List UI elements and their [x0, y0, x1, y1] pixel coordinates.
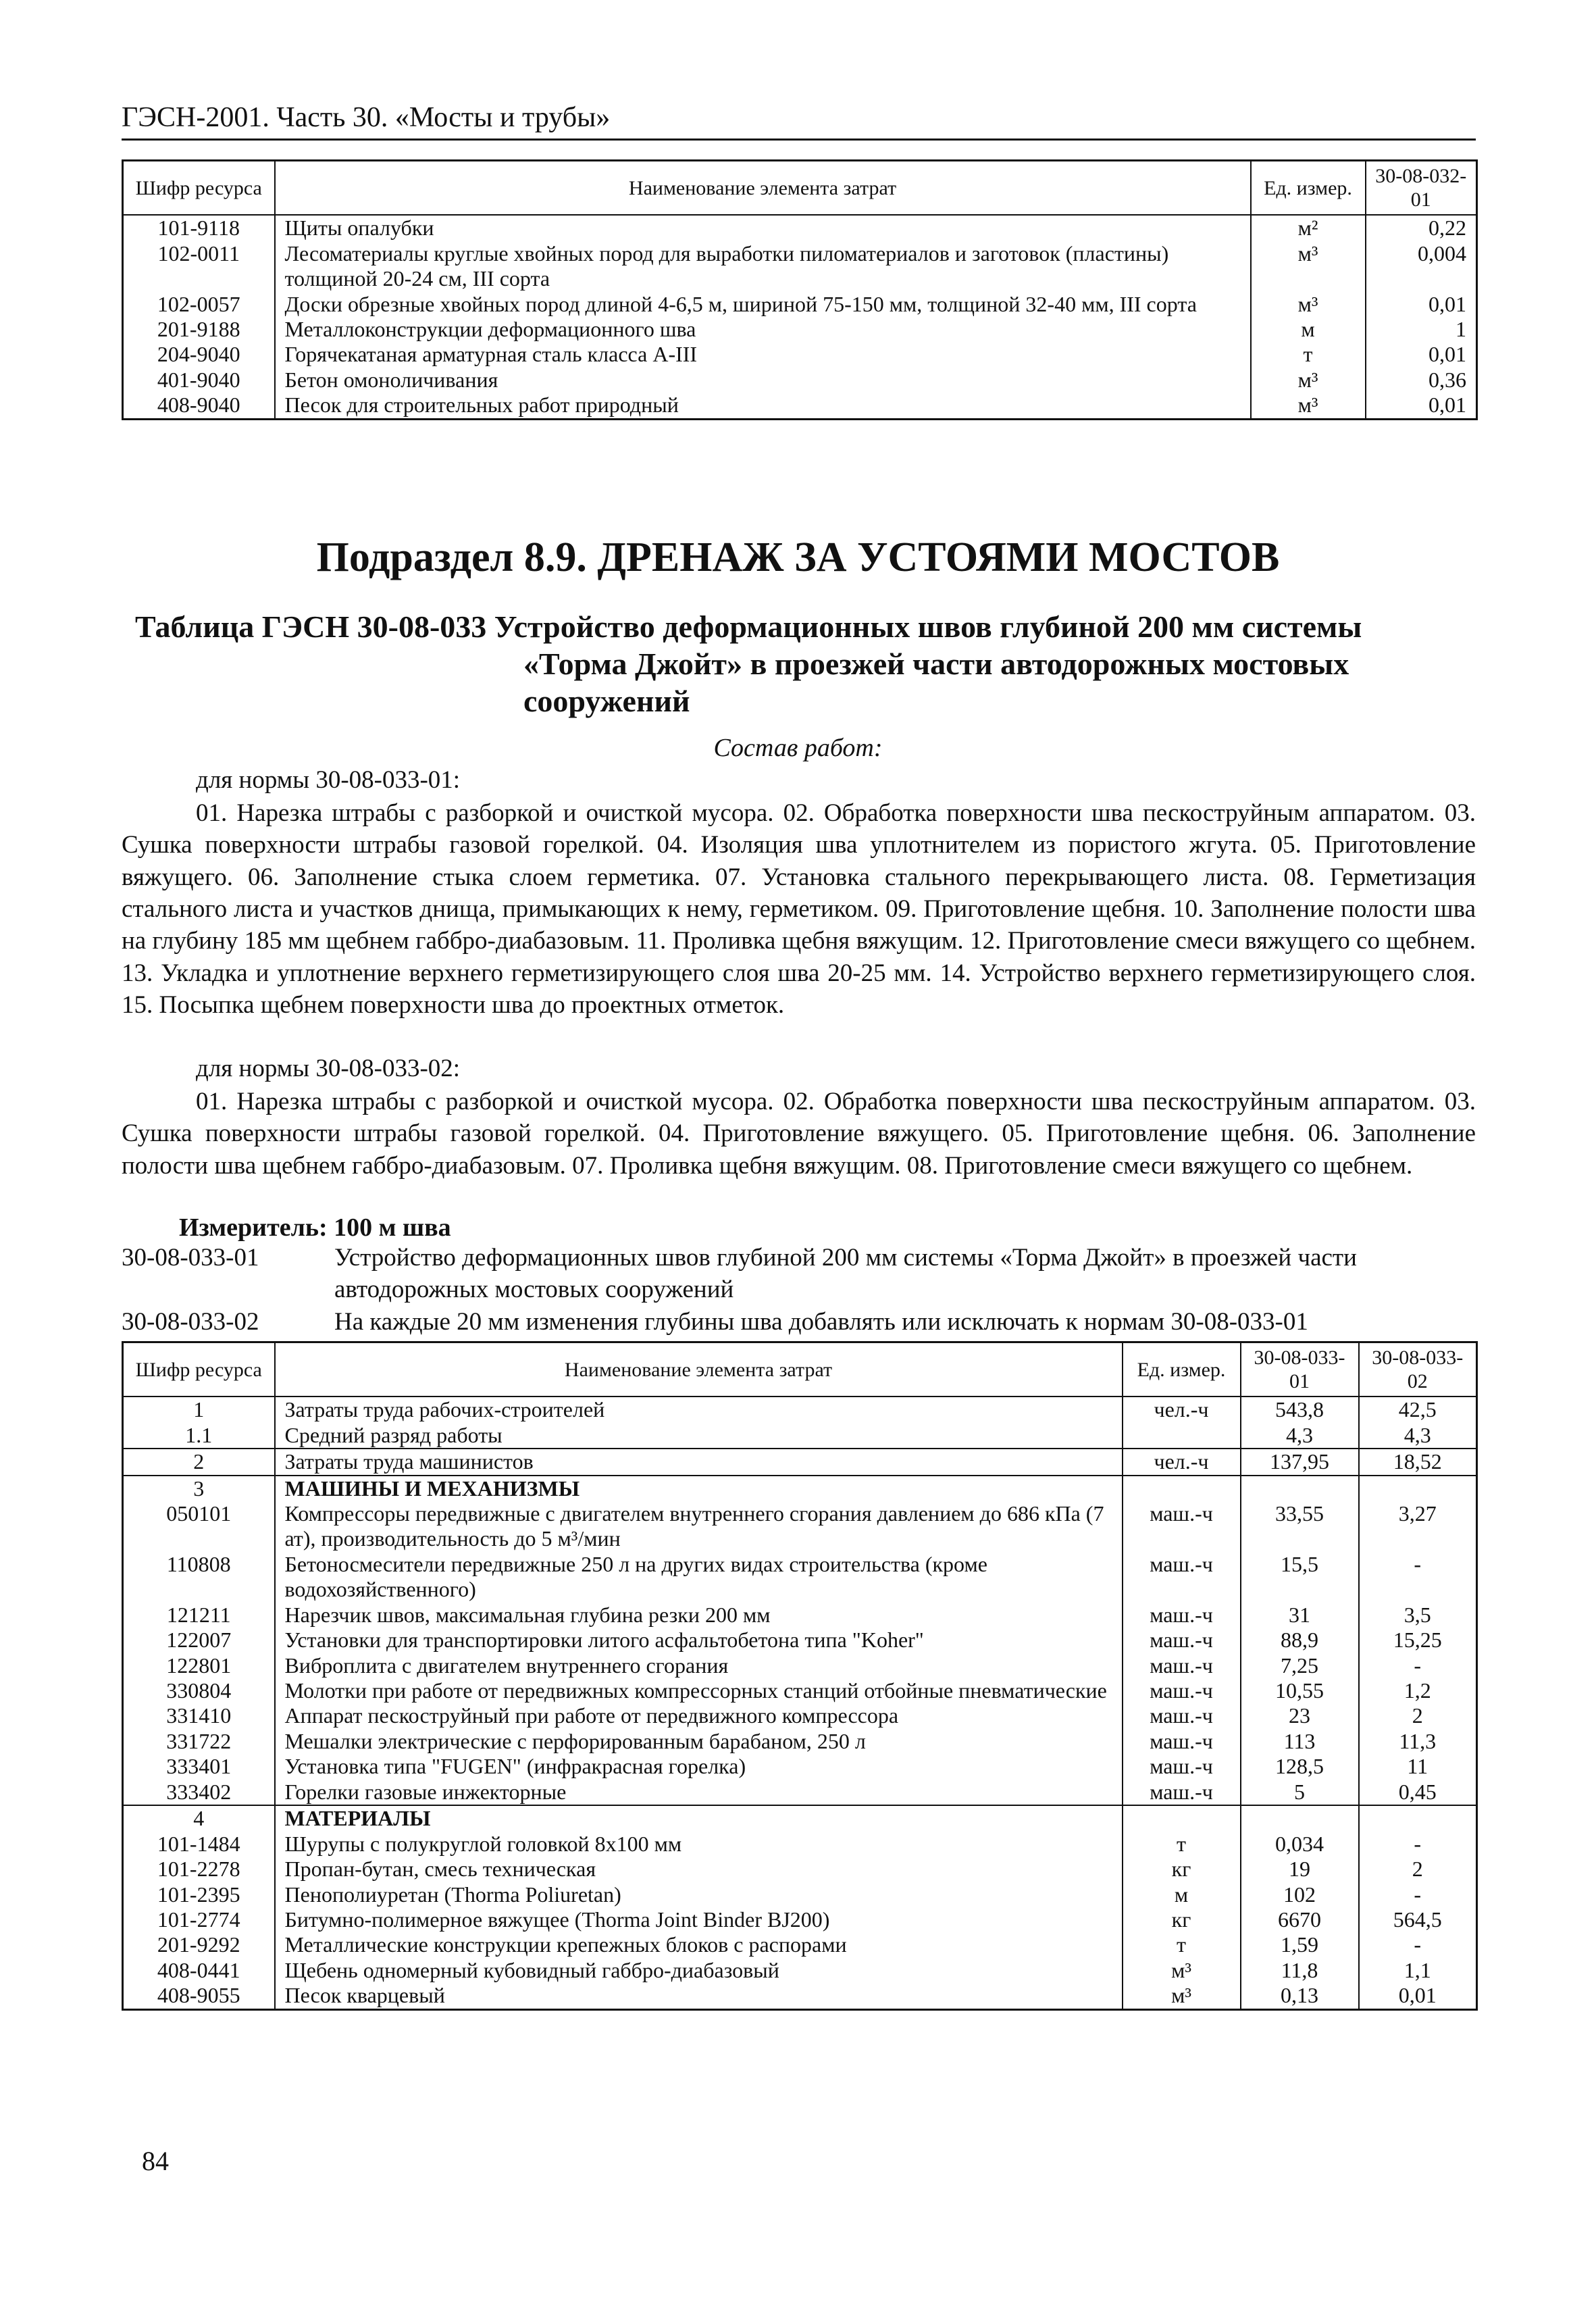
table-row	[123, 1805, 1477, 1831]
cell-v2: 11	[1359, 1754, 1477, 1779]
cell-code: 2	[123, 1449, 275, 1475]
cell-code: 204-9040	[123, 342, 275, 367]
cell-unit: м³	[1251, 241, 1366, 292]
cell-v2: 564,5	[1359, 1907, 1477, 1932]
cell-v1: 0,01	[1366, 292, 1477, 317]
table-header-row	[123, 1342, 1477, 1397]
table-row	[123, 1780, 1477, 1805]
cell-code: 122007	[123, 1628, 275, 1653]
cell-unit: маш.-ч	[1123, 1628, 1241, 1653]
norm-code: 30-08-033-02	[122, 1308, 259, 1336]
table-row	[123, 1857, 1477, 1882]
cell-code: 333402	[123, 1780, 275, 1805]
cell-name: Металлические конструкции крепежных блоков с распорами	[275, 1932, 1123, 1957]
cell-code: 110808	[123, 1552, 275, 1603]
cell-unit: м³	[1123, 1958, 1241, 1983]
table-row	[123, 1907, 1477, 1932]
cell-v1: 1	[1366, 317, 1477, 342]
cell-unit: маш.-ч	[1123, 1678, 1241, 1703]
cell-name: Затраты труда рабочих-строителей	[275, 1397, 1123, 1422]
cell-v1: 31	[1241, 1603, 1359, 1628]
cell-unit: т	[1123, 1832, 1241, 1857]
norm-text-1: 01. Нарезка штрабы с разборкой и очисткой мусора. 02. Обработка поверхности шва пескоструйным аппаратом. 03. Сушка поверхности штрабы газовой горелкой. 04. Изоляция шва уплотнителем из пористого жгута. 05. Приготовление вяжущего. 06. Заполнение стыка слоем герметика. 07. Установка стального перекрывающего листа. 08. Герметизация стального листа и участков днища, примыкающих к нему, герметиком. 09. Приготовление щебня. 10. Заполнение полости шва на глубину 185 мм щебнем габбро-диабазовым. 11. Проливка щебня вяжущим. 12. Приготовление смеси вяжущего со щебнем. 13. Укладка и уплотнение верхнего герметизирующего слоя шва 20-25 мм. 14. Устройство верхнего герметизирующего слоя. 15. Посыпка щебнем поверхности шва до проектных отметок.	[122, 799, 1476, 1020]
cell-unit	[1123, 1423, 1241, 1449]
cell-code: 050101	[123, 1501, 275, 1552]
cell-code: 1	[123, 1397, 275, 1422]
cell-unit: маш.-ч	[1123, 1780, 1241, 1805]
cell-name: Виброплита с двигателем внутреннего сгорания	[275, 1653, 1123, 1678]
cell-unit: маш.-ч	[1123, 1552, 1241, 1603]
norm-code-row-2	[122, 1306, 1476, 1337]
cell-unit: чел.-ч	[1123, 1449, 1241, 1475]
cell-unit: м	[1123, 1882, 1241, 1907]
cell-v2: 18,52	[1359, 1449, 1477, 1475]
cell-name: Бетон омоноличивания	[275, 368, 1251, 393]
cell-unit: чел.-ч	[1123, 1397, 1241, 1422]
table-header-row	[123, 161, 1477, 216]
cell-v1: 0,004	[1366, 241, 1477, 292]
cell-code: 330804	[123, 1678, 275, 1703]
cell-unit: м³	[1123, 1983, 1241, 2009]
cell-code: 408-0441	[123, 1958, 275, 1983]
cell-unit	[1123, 1476, 1241, 1501]
cell-unit: м²	[1251, 215, 1366, 241]
norm-label-1: для нормы 30-08-033-01:	[196, 766, 461, 794]
col-header-norm-1: 30-08-033-01	[1241, 1342, 1359, 1397]
table-row	[123, 1983, 1477, 2009]
cell-name: Горячекатаная арматурная сталь класса А-III	[275, 342, 1251, 367]
table-row	[123, 1832, 1477, 1857]
cell-code: 102-0057	[123, 292, 275, 317]
cell-v1	[1241, 1476, 1359, 1501]
cell-unit: кг	[1123, 1907, 1241, 1932]
cell-code: 101-2278	[123, 1857, 275, 1882]
cell-v1: 33,55	[1241, 1501, 1359, 1552]
table-row	[123, 1628, 1477, 1653]
cell-unit: маш.-ч	[1123, 1754, 1241, 1779]
cell-v1: 137,95	[1241, 1449, 1359, 1475]
table-row	[123, 1603, 1477, 1628]
cell-v2: -	[1359, 1882, 1477, 1907]
cell-v2: 0,45	[1359, 1780, 1477, 1805]
cell-name: Щиты опалубки	[275, 215, 1251, 241]
cell-v1: 0,36	[1366, 368, 1477, 393]
table-row	[123, 1932, 1477, 1957]
cell-name: Шурупы с полукруглой головкой 8х100 мм	[275, 1832, 1123, 1857]
cell-name: Битумно-полимерное вяжущее (Thorma Joint Binder BJ200)	[275, 1907, 1123, 1932]
cell-v1: 113	[1241, 1729, 1359, 1754]
measure-unit: Измеритель: 100 м шва	[179, 1213, 451, 1242]
cell-v1: 0,01	[1366, 393, 1477, 419]
cell-name: Горелки газовые инжекторные	[275, 1780, 1123, 1805]
cell-v1: 0,22	[1366, 215, 1477, 241]
cell-code: 101-2774	[123, 1907, 275, 1932]
cell-name: Установка типа "FUGEN" (инфракрасная горелка)	[275, 1754, 1123, 1779]
col-header-name: Наименование элемента затрат	[275, 161, 1251, 216]
cell-unit: м	[1251, 317, 1366, 342]
cell-v2: -	[1359, 1832, 1477, 1857]
norm-code-row-1	[122, 1242, 1476, 1303]
cell-v1: 15,5	[1241, 1552, 1359, 1603]
table-row	[123, 1678, 1477, 1703]
cell-code: 4	[123, 1805, 275, 1831]
subsection-title: Подраздел 8.9. ДРЕНАЖ ЗА УСТОЯМИ МОСТОВ	[316, 534, 1280, 580]
cell-v1: 0,01	[1366, 342, 1477, 367]
cell-v2: 1,1	[1359, 1958, 1477, 1983]
cell-v1: 7,25	[1241, 1653, 1359, 1678]
col-header-unit: Ед. измер.	[1123, 1342, 1241, 1397]
table-title-lead: Таблица ГЭСН 30-08-033 Устройство деформационных швов глубиной 200 мм системы	[135, 609, 1362, 644]
cell-unit: маш.-ч	[1123, 1729, 1241, 1754]
table-body	[123, 1397, 1477, 2009]
cell-name: Молотки при работе от передвижных компрессорных станций отбойные пневматические	[275, 1678, 1123, 1703]
col-header-code: Шифр ресурса	[123, 1342, 275, 1397]
table-row	[123, 1882, 1477, 1907]
cell-name: МАШИНЫ И МЕХАНИЗМЫ	[275, 1476, 1123, 1501]
table-row	[123, 317, 1477, 342]
cell-v1	[1241, 1805, 1359, 1831]
cell-code: 333401	[123, 1754, 275, 1779]
page-number: 84	[142, 2146, 169, 2176]
resource-table-2	[122, 1341, 1478, 2011]
cell-v2: 3,27	[1359, 1501, 1477, 1552]
cell-name: Пенополиуретан (Thorma Poliuretan)	[275, 1882, 1123, 1907]
table-row	[123, 1754, 1477, 1779]
cell-unit: маш.-ч	[1123, 1501, 1241, 1552]
norm-label-2: для нормы 30-08-033-02:	[196, 1055, 461, 1082]
cell-v2: 4,3	[1359, 1423, 1477, 1449]
cell-name: Установки для транспортировки литого асфальтобетона типа "Koher"	[275, 1628, 1123, 1653]
cell-v2: 1,2	[1359, 1678, 1477, 1703]
cell-code: 102-0011	[123, 241, 275, 292]
cell-code: 408-9040	[123, 393, 275, 419]
cell-v1: 5	[1241, 1780, 1359, 1805]
work-composition-heading: Состав работ:	[713, 734, 883, 762]
table-row	[123, 1958, 1477, 1983]
cell-unit: кг	[1123, 1857, 1241, 1882]
cell-unit: маш.-ч	[1123, 1703, 1241, 1728]
cell-code: 121211	[123, 1603, 275, 1628]
table-row	[123, 342, 1477, 367]
cell-unit: т	[1251, 342, 1366, 367]
norm-description: На каждые 20 мм изменения глубины шва добавлять или исключать к нормам 30-08-033-01	[334, 1308, 1308, 1336]
col-header-code: Шифр ресурса	[123, 161, 275, 216]
table-row	[123, 1449, 1477, 1475]
cell-v1: 11,8	[1241, 1958, 1359, 1983]
cell-unit	[1123, 1805, 1241, 1831]
cell-code: 201-9292	[123, 1932, 275, 1957]
cell-v1: 1,59	[1241, 1932, 1359, 1957]
cell-unit: м³	[1251, 368, 1366, 393]
header-rule	[122, 139, 1476, 141]
cell-unit: маш.-ч	[1123, 1653, 1241, 1678]
table-row	[123, 1729, 1477, 1754]
cell-v2: 3,5	[1359, 1603, 1477, 1628]
cell-v1: 0,034	[1241, 1832, 1359, 1857]
cell-v1: 0,13	[1241, 1983, 1359, 2009]
table-row	[123, 1653, 1477, 1678]
cell-unit: маш.-ч	[1123, 1603, 1241, 1628]
cell-code: 401-9040	[123, 368, 275, 393]
cell-v1: 19	[1241, 1857, 1359, 1882]
cell-v1: 10,55	[1241, 1678, 1359, 1703]
cell-name: Доски обрезные хвойных пород длиной 4-6,5 м, шириной 75-150 мм, толщиной 32-40 мм, III сорта	[275, 292, 1251, 317]
cell-name: Средний разряд работы	[275, 1423, 1123, 1449]
cell-unit: м³	[1251, 393, 1366, 419]
table-row	[123, 292, 1477, 317]
table-row	[123, 1703, 1477, 1728]
cell-v1: 543,8	[1241, 1397, 1359, 1422]
cell-v1: 102	[1241, 1882, 1359, 1907]
cell-code: 101-2395	[123, 1882, 275, 1907]
table-row	[123, 215, 1477, 241]
cell-v2: -	[1359, 1653, 1477, 1678]
table-row	[123, 1476, 1477, 1501]
table-title-rest: «Торма Джойт» в проезжей части автодорожных мостовых сооружений	[523, 647, 1349, 719]
table-row	[123, 241, 1477, 292]
cell-code: 101-9118	[123, 215, 275, 241]
table-body	[123, 215, 1477, 419]
table-row	[123, 1423, 1477, 1449]
cell-name: Бетоносмесители передвижные 250 л на других видах строительства (кроме водохозяйственного)	[275, 1552, 1123, 1603]
col-header-name: Наименование элемента затрат	[275, 1342, 1123, 1397]
cell-v2	[1359, 1805, 1477, 1831]
cell-name: МАТЕРИАЛЫ	[275, 1805, 1123, 1831]
cell-name: Нарезчик швов, максимальная глубина резки 200 мм	[275, 1603, 1123, 1628]
cell-name: Пропан-бутан, смесь техническая	[275, 1857, 1123, 1882]
cell-v2: 0,01	[1359, 1983, 1477, 2009]
cell-name: Аппарат пескоструйный при работе от передвижного компрессора	[275, 1703, 1123, 1728]
cell-code: 408-9055	[123, 1983, 275, 2009]
col-header-unit: Ед. измер.	[1251, 161, 1366, 216]
cell-unit: т	[1123, 1932, 1241, 1957]
cell-unit: м³	[1251, 292, 1366, 317]
cell-name: Щебень одномерный кубовидный габбро-диабазовый	[275, 1958, 1123, 1983]
running-header: ГЭСН-2001. Часть 30. «Мосты и трубы»	[122, 102, 611, 133]
cell-name: Мешалки электрические с перфорированным барабаном, 250 л	[275, 1729, 1123, 1754]
cell-name: Компрессоры передвижные с двигателем внутреннего сгорания давлением до 686 кПа (7 ат), производительность до 5 м³/мин	[275, 1501, 1123, 1552]
table-row	[123, 368, 1477, 393]
cell-name: Лесоматериалы круглые хвойных пород для выработки пиломатериалов и заготовок (пластины) толщиной 20-24 см, III сорта	[275, 241, 1251, 292]
table-row	[123, 1552, 1477, 1603]
table-title	[135, 608, 1459, 720]
cell-code: 331410	[123, 1703, 275, 1728]
cell-v2	[1359, 1476, 1477, 1501]
table-row	[123, 1397, 1477, 1422]
cell-v2: -	[1359, 1932, 1477, 1957]
cell-name: Металлоконструкции деформационного шва	[275, 317, 1251, 342]
cell-code: 331722	[123, 1729, 275, 1754]
cell-v1: 88,9	[1241, 1628, 1359, 1653]
cell-v1: 4,3	[1241, 1423, 1359, 1449]
cell-v2: 42,5	[1359, 1397, 1477, 1422]
cell-v1: 23	[1241, 1703, 1359, 1728]
cell-name: Песок для строительных работ природный	[275, 393, 1251, 419]
cell-code: 3	[123, 1476, 275, 1501]
col-header-norm-1: 30-08-032-01	[1366, 161, 1477, 216]
table-row	[123, 393, 1477, 419]
table-row	[123, 1501, 1477, 1552]
cell-v2: 2	[1359, 1857, 1477, 1882]
cell-code: 122801	[123, 1653, 275, 1678]
cell-v2: 2	[1359, 1703, 1477, 1728]
cell-name: Затраты труда машинистов	[275, 1449, 1123, 1475]
cell-code: 201-9188	[123, 317, 275, 342]
cell-v1: 6670	[1241, 1907, 1359, 1932]
norm-description: Устройство деформационных швов глубиной 200 мм системы «Торма Джойт» в проезжей части автодорожных мостовых сооружений	[334, 1244, 1357, 1304]
cell-code: 101-1484	[123, 1832, 275, 1857]
cell-code: 1.1	[123, 1423, 275, 1449]
norm-text-2: 01. Нарезка штрабы с разборкой и очисткой мусора. 02. Обработка поверхности шва пескоструйным аппаратом. 03. Сушка поверхности штрабы газовой горелкой. 04. Приготовление вяжущего. 05. Приготовление щебня. 06. Заполнение полости шва щебнем габбро-диабазовым. 07. Проливка щебня вяжущим. 08. Приготовление смеси вяжущего со щебнем.	[122, 1088, 1476, 1180]
resource-table-1	[122, 159, 1478, 420]
col-header-norm-2: 30-08-033-02	[1359, 1342, 1477, 1397]
cell-v2: 11,3	[1359, 1729, 1477, 1754]
cell-v1: 128,5	[1241, 1754, 1359, 1779]
cell-v2: -	[1359, 1552, 1477, 1603]
cell-v2: 15,25	[1359, 1628, 1477, 1653]
norm-code: 30-08-033-01	[122, 1244, 259, 1272]
cell-name: Песок кварцевый	[275, 1983, 1123, 2009]
